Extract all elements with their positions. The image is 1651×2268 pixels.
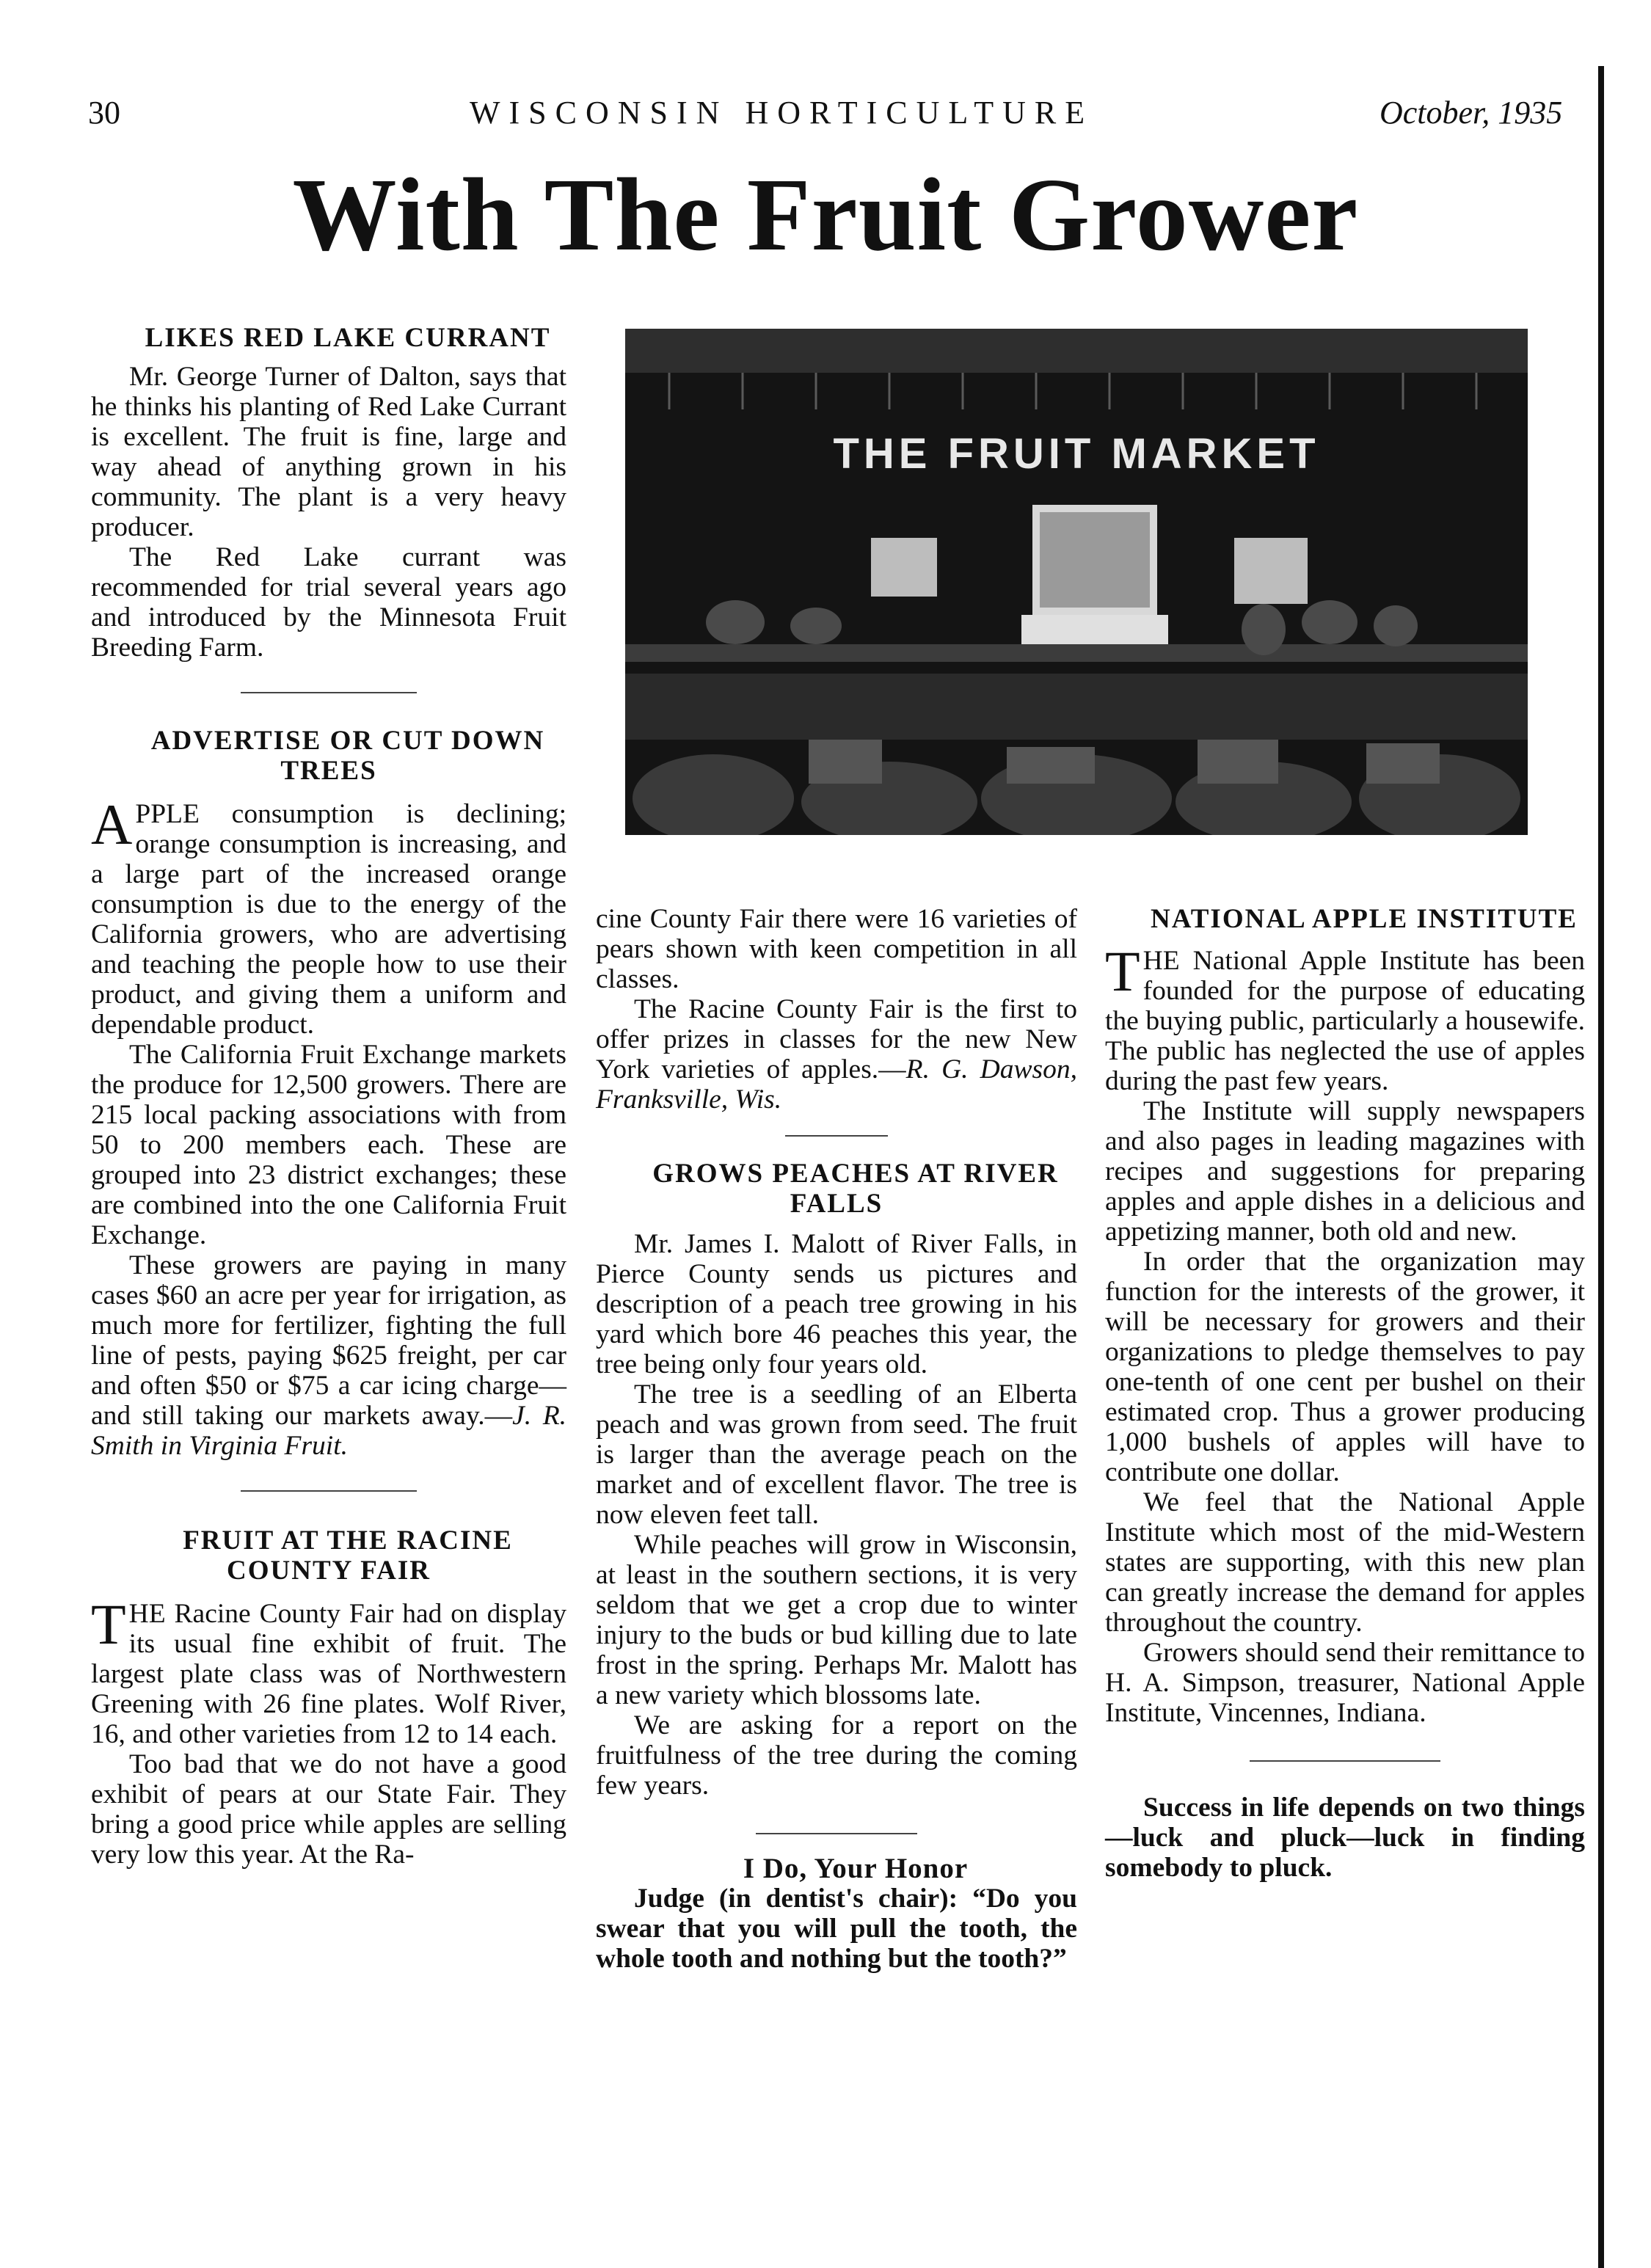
honor-heading: I Do, Your Honor [743, 1853, 969, 1884]
institute-p4: We feel that the National Apple Institute which most of the mid-Western states are supporting, with this new plan can greatly increase the demand for apples throughout the country. [1105, 1487, 1585, 1638]
racine-p3: cine County Fair there were 16 varieties of pears shown with keen competition in all classes. [596, 904, 1077, 994]
racine-p4: The Racine County Fair is the first to offer prizes in classes for the new New York varieties of apples.—R. G. Dawson, Franksville, Wis. [596, 994, 1077, 1115]
fruit-market-photo [625, 329, 1528, 835]
page-title: With The Fruit Grower [292, 156, 1359, 272]
institute-heading: NATIONAL APPLE INSTITUTE [1151, 904, 1578, 934]
advertise-p1: APPLE consumption is declining; orange consumption is increasing, and a large part of the increased orange consumption is due to the energy of the California growers, who are advertising and teaching the people how to use their product, and giving them a uniform and dependable product. [91, 792, 566, 1040]
institute-p1: THE National Apple Institute has been founded for the purpose of educating the buying public, particularly a housewife. The public has neglected the use of apples during the past few years. [1105, 939, 1585, 1096]
photo-sign-text: THE FRUIT MARKET [833, 430, 1320, 478]
separator [1250, 1760, 1440, 1762]
page-number: 30 [88, 95, 120, 131]
issue-date: October, 1935 [1380, 95, 1563, 131]
advertise-p3: These growers are paying in many cases $60 an acre per year for irrigation, as much more for fertilizer, fighting the full line of pests, paying $625 freight, per car and often $50 or $75 a car icing charge—and still taking our markets away.—J. R. Smith in Virginia Fruit. [91, 1250, 566, 1461]
running-title: WISCONSIN HORTICULTURE [470, 95, 1094, 131]
dropcap: T [91, 1592, 126, 1656]
peaches-p2: The tree is a seedling of an Elberta peach and was grown from seed. The fruit is larger than the average peach on the market and of excellent flavor. The tree is now eleven feet tall. [596, 1379, 1077, 1530]
column-1 [91, 323, 566, 1870]
institute-p5: Growers should send their remittance to H. A. Simpson, treasurer, National Apple Institute, Vincennes, Indiana. [1105, 1638, 1585, 1728]
separator [241, 1490, 417, 1492]
success-p1: Success in life depends on two things—luck and pluck—luck in finding somebody to pluck. [1105, 1793, 1585, 1883]
peaches-p1: Mr. James I. Malott of River Falls, in Pierce County sends us pictures and description of a peach tree growing in his yard which bore 46 peaches this year, the tree being only four years old. [596, 1229, 1077, 1379]
racine-heading: FRUIT AT THE RACINE COUNTY FAIR [183, 1525, 513, 1586]
dropcap: T [1105, 939, 1140, 1003]
red-lake-p1: Mr. George Turner of Dalton, says that he thinks his planting of Red Lake Currant is excellent. The fruit is fine, large and way ahead of anything grown in his community. The plant is a very heavy producer. [91, 362, 566, 542]
peaches-heading: GROWS PEACHES AT RIVER FALLS [652, 1159, 1059, 1219]
separator [756, 1833, 917, 1834]
red-lake-p2: The Red Lake currant was recommended for trial several years ago and introduced by the Minnesota Fruit Breeding Farm. [91, 542, 566, 663]
peaches-p3: While peaches will grow in Wisconsin, at least in the southern sections, it is very seldom that we get a crop due to winter injury to the buds or bud killing due to late frost in the spring. Perhaps Mr. Malott has a new variety which blossoms late. [596, 1530, 1077, 1710]
column-3 [1105, 904, 1585, 1883]
red-lake-heading: LIKES RED LAKE CURRANT [145, 323, 551, 353]
institute-p3: In order that the organization may function for the interests of the grower, it will be necessary for growers and their organizations to pledge themselves to pay one-tenth of one cent per bushel on their estimated crop. Thus a grower producing 1,000 bushels of apples will have to contribute one dollar. [1105, 1247, 1585, 1487]
separator [241, 692, 417, 693]
separator [785, 1135, 888, 1137]
institute-p2: The Institute will supply newspapers and also pages in leading magazines with recipes and suggestions for preparing apples and apple dishes in a delicious and appetizing manner, both old and new. [1105, 1096, 1585, 1247]
fruit-market-photo-icon [625, 329, 1528, 835]
advertise-heading: ADVERTISE OR CUT DOWN TREES [150, 726, 545, 786]
advertise-p2: The California Fruit Exchange markets the produce for 12,500 growers. There are 215 local packing associations with from 50 to 200 members each. These are grouped into 23 district exchanges; these are combined into the one California Fruit Exchange. [91, 1040, 566, 1250]
advertise-credit: J. R. Smith in Virginia Fruit. [91, 1401, 566, 1461]
racine-credit: R. G. Dawson, Franksville, Wis. [596, 1054, 1077, 1115]
page-edge-rule [1598, 66, 1604, 2268]
racine-p2: Too bad that we do not have a good exhibit of pears at our State Fair. They bring a good price while apples are selling very low this year. At the Ra- [91, 1749, 566, 1870]
column-2 [596, 904, 1077, 1974]
racine-p1: THE Racine County Fair had on display its usual fine exhibit of fruit. The largest plate class was of Northwestern Greening with 26 fine plates. Wolf River, 16, and other varieties from 12 to 14 each. [91, 1592, 566, 1749]
peaches-p4: We are asking for a report on the fruitfulness of the tree during the coming few years. [596, 1710, 1077, 1801]
dropcap: A [91, 792, 133, 856]
honor-p1: Judge (in dentist's chair): “Do you swear that you will pull the tooth, the whole tooth and nothing but the tooth?” [596, 1884, 1077, 1974]
